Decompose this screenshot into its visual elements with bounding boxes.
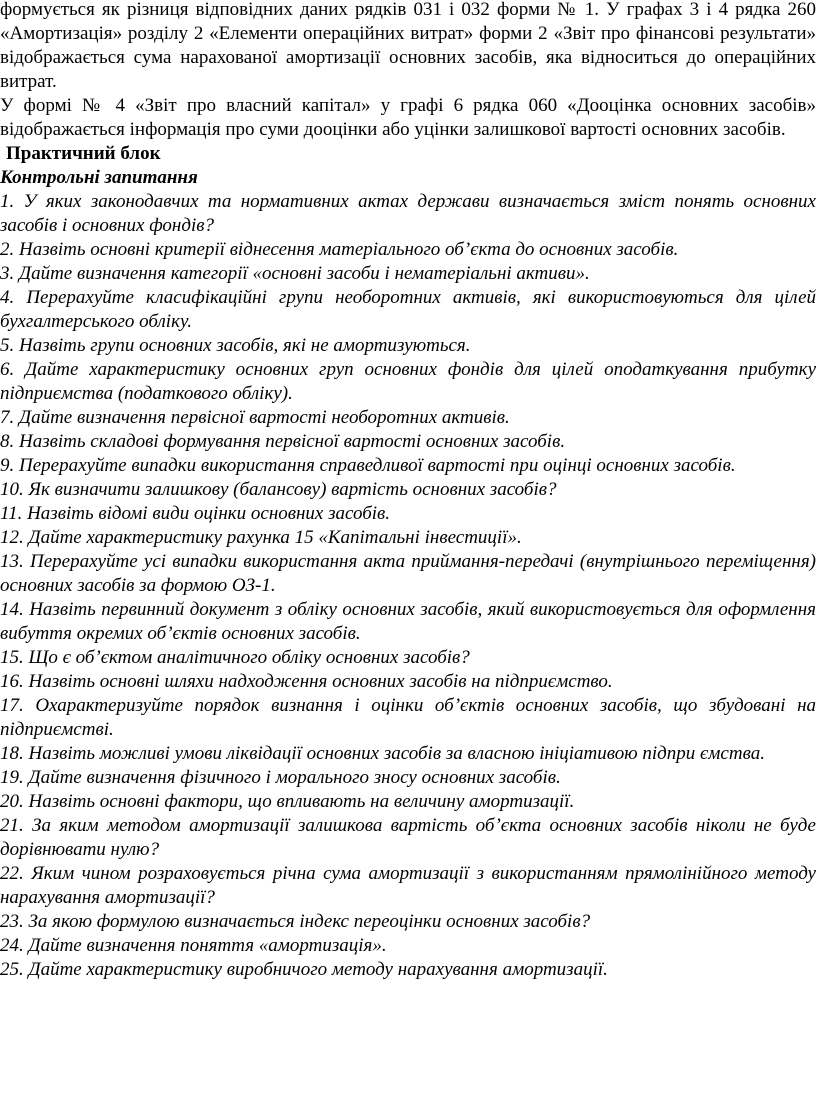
question-item: 21. За яким методом амортизації залишкова вартість об’єкта основних засобів ніколи не буде дорівнювати нулю? bbox=[0, 815, 816, 860]
question-item: 6. Дайте характеристику основних груп основних фондів для цілей оподаткування прибутку підприємства (податкового обліку). bbox=[0, 359, 816, 404]
question-item: 17. Охарактеризуйте порядок визнання і оцінки об’єктів основних засобів, що збудовані на підприємстві. bbox=[0, 695, 816, 740]
question-item: 20. Назвіть основні фактори, що впливають на величину амортизації. bbox=[0, 791, 575, 812]
body-paragraph-1: формується як різниця відповідних даних рядків 031 і 032 форми № 1. У графах 3 і 4 рядка 260 «Амортизація» розділу 2 «Елементи операційних витрат» форми 2 «Звіт про фінансові результати» відображається сума нарахованої амортизації основних засобів, яка відноситься до операційних витрат. bbox=[0, 0, 816, 92]
question-item: 23. За якою формулою визначається індекс переоцінки основних засобів? bbox=[0, 911, 591, 932]
question-item: 7. Дайте визначення первісної вартості необоротних активів. bbox=[0, 407, 510, 428]
question-item: 24. Дайте визначення поняття «амортизація». bbox=[0, 935, 387, 956]
question-item: 18. Назвіть можливі умови ліквідації основних засобів за власною ініціативою підпри ємства. bbox=[0, 743, 765, 764]
question-item: 14. Назвіть первинний документ з обліку основних засобів, який використовується для оформлення вибуття окремих об’єктів основних засобів. bbox=[0, 599, 816, 644]
questions-list bbox=[0, 190, 816, 982]
question-item: 2. Назвіть основні критерії віднесення матеріального об’єкта до основних засобів. bbox=[0, 239, 679, 260]
question-item: 4. Перерахуйте класифікаційні групи необоротних активів, які використовуються для цілей бухгалтерського обліку. bbox=[0, 287, 816, 332]
section-title: Практичний блок bbox=[6, 143, 161, 164]
question-item: 15. Що є об’єктом аналітичного обліку основних засобів? bbox=[0, 647, 470, 668]
question-item: 5. Назвіть групи основних засобів, які не амортизуються. bbox=[0, 335, 471, 356]
question-item: 11. Назвіть відомі види оцінки основних засобів. bbox=[0, 503, 391, 524]
question-item: 1. У яких законодавчих та нормативних актах держави визначається зміст понять основних засобів і основних фондів? bbox=[0, 191, 816, 236]
question-item: 16. Назвіть основні шляхи надходження основних засобів на підприємство. bbox=[0, 671, 613, 692]
question-item: 10. Як визначити залишкову (балансову) вартість основних засобів? bbox=[0, 479, 557, 500]
question-item: 9. Перерахуйте випадки використання справедливої вартості при оцінці основних засобів. bbox=[0, 455, 736, 476]
question-item: 19. Дайте визначення фізичного і морального зносу основних засобів. bbox=[0, 767, 561, 788]
body-paragraph-2: У формі № 4 «Звіт про власний капітал» у графі 6 рядка 060 «Дооцінка основних засобів» відображається інформація про суми дооцінки або уцінки залишкової вартості основних засобів. bbox=[0, 95, 816, 140]
question-item: 25. Дайте характеристику виробничого методу нарахування амортизації. bbox=[0, 959, 608, 980]
question-item: 8. Назвіть складові формування первісної вартості основних засобів. bbox=[0, 431, 566, 452]
question-item: 12. Дайте характеристику рахунка 15 «Капітальні інвестиції». bbox=[0, 527, 522, 548]
question-item: 3. Дайте визначення категорії «основні засоби і нематеріальні активи». bbox=[0, 263, 590, 284]
question-item: 13. Перерахуйте усі випадки використання акта приймання-передачі (внутрішнього переміщення) основних засобів за формою ОЗ-1. bbox=[0, 551, 816, 596]
question-item: 22. Яким чином розраховується річна сума амортизації з використанням прямолінійного методу нарахування амортизації? bbox=[0, 863, 816, 908]
subsection-title: Контрольні запитання bbox=[0, 167, 198, 188]
